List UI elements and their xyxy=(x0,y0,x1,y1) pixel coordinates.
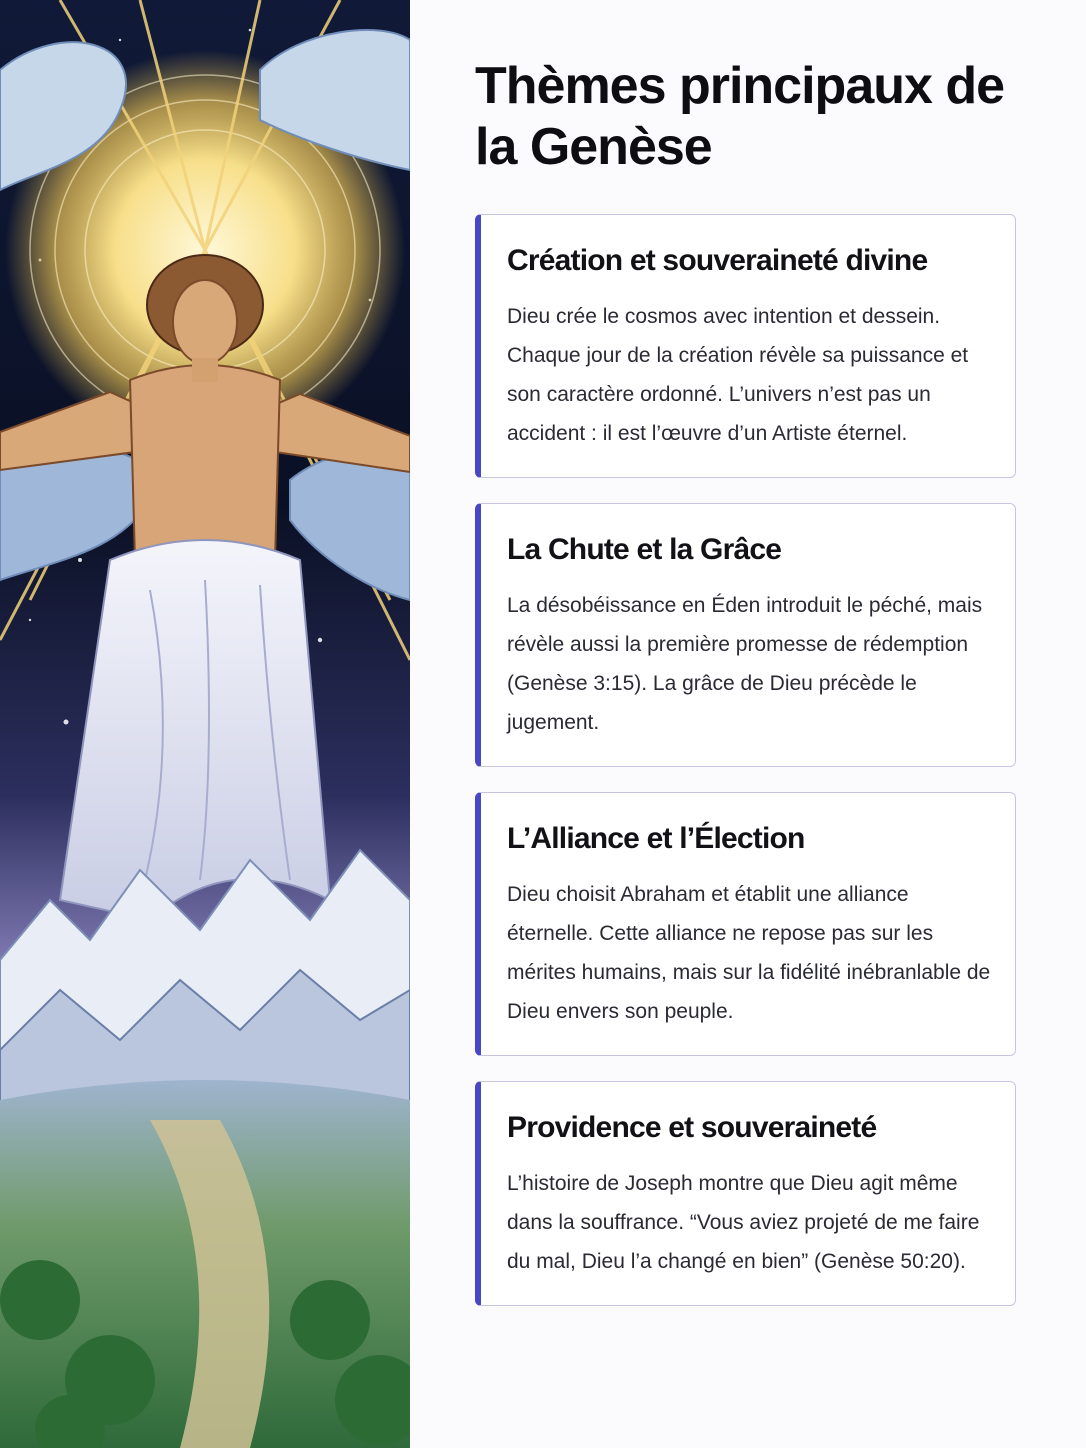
illustration-panel xyxy=(0,0,410,1448)
theme-card-title: La Chute et la Grâce xyxy=(507,533,782,566)
theme-card-title: L’Alliance et l’Élection xyxy=(507,822,805,855)
theme-card-fall-and-grace xyxy=(475,503,1016,767)
theme-card-body: L’histoire de Joseph montre que Dieu agit même dans la souffrance. “Vous aviez projeté de me faire du mal, Dieu l’a changé en bien” (Genèse 50:20). xyxy=(507,1172,980,1273)
theme-card-list xyxy=(475,214,1016,1306)
theme-card-title: Providence et souveraineté xyxy=(507,1111,877,1144)
figure-face xyxy=(173,280,237,364)
themes-section xyxy=(475,56,1016,1306)
theme-card-body: Dieu choisit Abraham et établit une alliance éternelle. Cette alliance ne repose pas sur les mérites humains, mais sur la fidélité inébranlable de Dieu envers son peuple. xyxy=(507,883,991,1023)
theme-card-body: Dieu crée le cosmos avec intention et dessein. Chaque jour de la création révèle sa puissance et son caractère ordonné. L’univers n’est pas un accident : il est l’œuvre d’un Artiste éternel. xyxy=(507,305,969,445)
theme-card-creation xyxy=(475,214,1016,478)
theme-card-covenant xyxy=(475,792,1016,1056)
theme-card-providence xyxy=(475,1081,1016,1306)
creation-illustration xyxy=(0,0,410,1448)
theme-card-body: La désobéissance en Éden introduit le péché, mais révèle aussi la première promesse de rédemption (Genèse 3:15). La grâce de Dieu précède le jugement. xyxy=(507,594,983,734)
theme-card-title: Création et souveraineté divine xyxy=(507,244,928,277)
page-title: Thèmes principaux de la Genèse xyxy=(475,57,1005,176)
